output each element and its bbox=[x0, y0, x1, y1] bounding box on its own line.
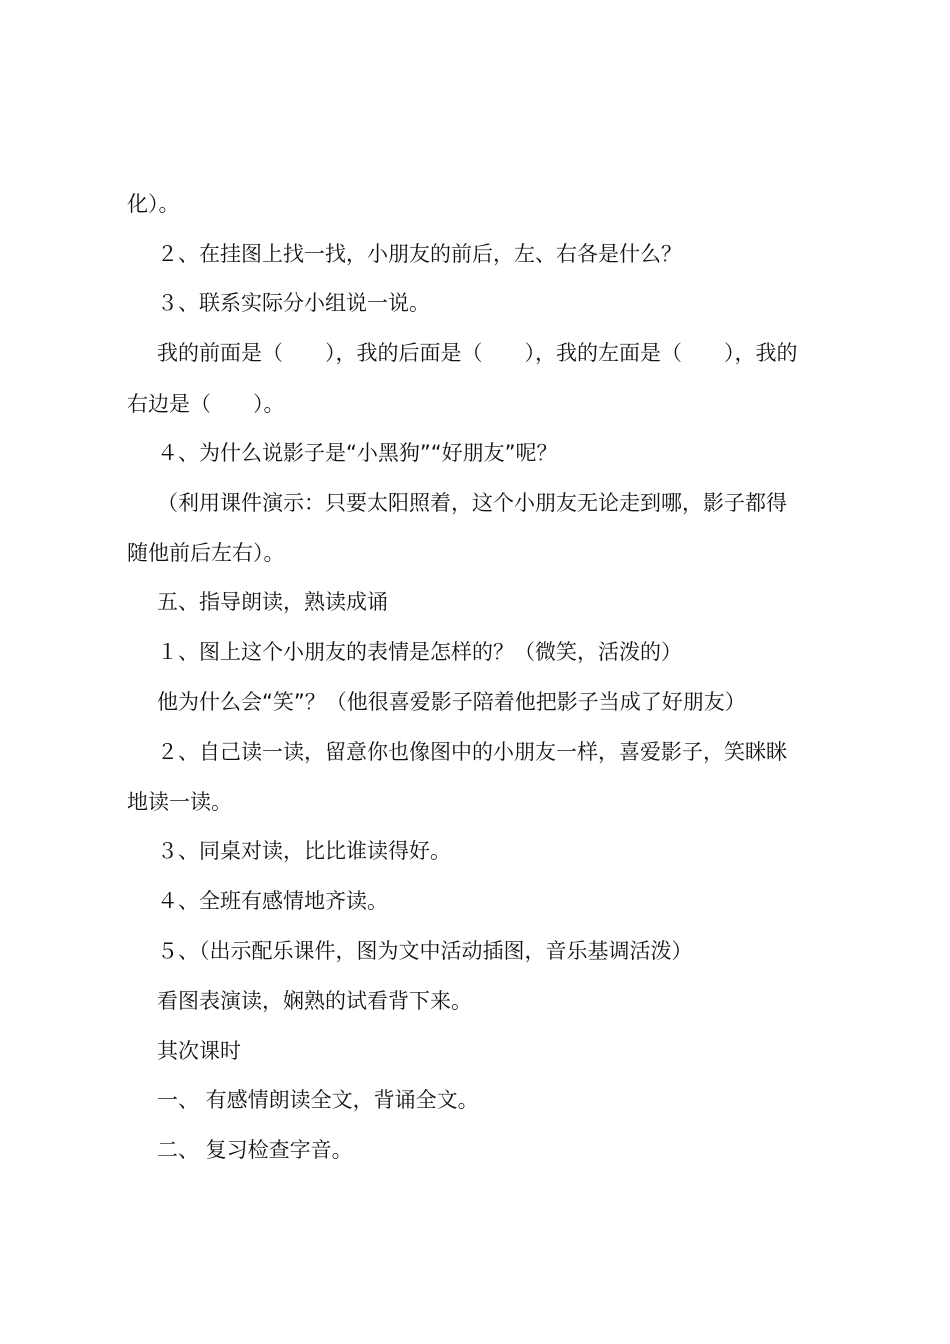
text-line-8: 随他前后左右）。 bbox=[127, 541, 285, 565]
text-line-15: ４、全班有感情地齐读。 bbox=[157, 889, 388, 913]
text-line-10: １、图上这个小朋友的表情是怎样的？（微笑，活泼的） bbox=[157, 640, 682, 664]
text-line-18: 其次课时 bbox=[157, 1039, 241, 1063]
text-line-6: ４、为什么说影子是“小黑狗”“好朋友”呢？ bbox=[157, 441, 558, 465]
text-line-1: 化）。 bbox=[127, 192, 180, 216]
text-line-12: ２、自己读一读，留意你也像图中的小朋友一样，喜爱影子，笑眯眯 bbox=[157, 740, 787, 764]
text-line-17: 看图表演读，娴熟的试看背下来。 bbox=[157, 989, 472, 1013]
text-line-13: 地读一读。 bbox=[127, 790, 232, 814]
text-line-5: 右边是（ ）。 bbox=[127, 392, 285, 416]
text-line-11: 他为什么会“笑”？（他很喜爱影子陪着他把影子当成了好朋友） bbox=[157, 690, 746, 714]
text-line-3: ３、联系实际分小组说一说。 bbox=[157, 291, 430, 315]
text-line-20: 二、 复习检查字音。 bbox=[157, 1138, 353, 1162]
text-line-2: ２、在挂图上找一找，小朋友的前后，左、右各是什么？ bbox=[157, 242, 682, 266]
text-line-14: ３、同桌对读，比比谁读得好。 bbox=[157, 839, 451, 863]
text-line-7: （利用课件演示：只要太阳照着，这个小朋友无论走到哪，影子都得 bbox=[157, 491, 787, 515]
text-line-19: 一、 有感情朗读全文，背诵全文。 bbox=[157, 1088, 479, 1112]
text-line-16: ５、（出示配乐课件，图为文中活动插图，音乐基调活泼） bbox=[157, 939, 693, 963]
text-line-9: 五、指导朗读，熟读成诵 bbox=[157, 590, 388, 614]
text-line-4: 我的前面是（ ），我的后面是（ ），我的左面是（ ），我的 bbox=[157, 341, 798, 365]
